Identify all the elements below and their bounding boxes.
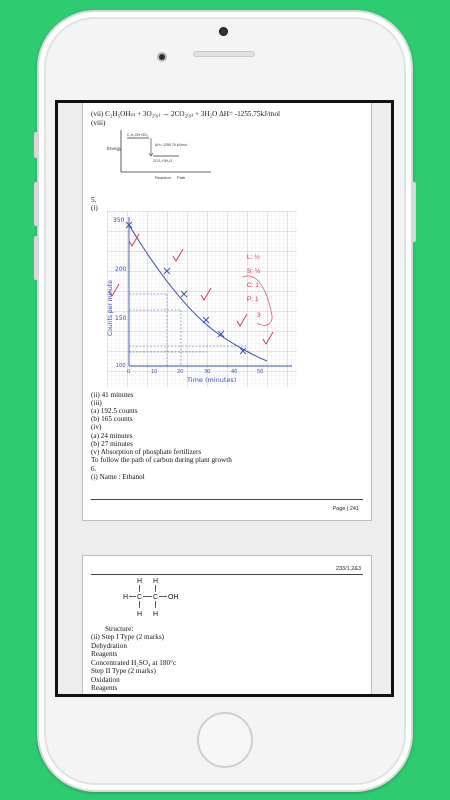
note-l: L: ½	[247, 254, 260, 261]
step-line: Dehydration	[91, 642, 127, 650]
volume-down-button	[34, 236, 38, 280]
svg-text:H: H	[123, 594, 129, 601]
question-5-i: (i)	[91, 204, 98, 212]
answer-line: (ii) 41 minutes	[91, 391, 134, 399]
phone-screen	[55, 100, 394, 697]
page-header: 233/1,2&3	[335, 566, 361, 572]
question-label: (viii)	[91, 119, 106, 127]
document-page-241	[82, 103, 372, 521]
svg-text:C: C	[153, 594, 159, 601]
decay-graph	[107, 211, 297, 387]
answer-line: (iii)	[91, 399, 102, 407]
y-tick-200: 200	[115, 266, 127, 273]
proximity-sensor-icon	[157, 52, 167, 62]
x-tick-30: 30	[204, 369, 211, 375]
front-camera-icon	[219, 27, 228, 36]
x-tick-20: 20	[177, 369, 184, 375]
svg-text:H: H	[153, 578, 159, 585]
note-c: C: 1	[247, 282, 259, 289]
mute-switch	[34, 132, 38, 158]
answer-line: (i) Name : Ethanol	[91, 473, 145, 481]
x-tick-10: 10	[151, 369, 158, 375]
volume-up-button	[34, 182, 38, 226]
power-button	[412, 182, 416, 242]
answer-line: (v) Absorption of phosphate fertilizers	[91, 448, 202, 456]
answer-line: (b) 165 counts	[91, 415, 133, 423]
path-axis-label: Path	[177, 175, 186, 180]
energy-axis-label: Energy	[107, 146, 122, 151]
question-number-5: 5.	[91, 196, 97, 204]
graph-paper	[107, 211, 297, 387]
step-line: Oxidation	[91, 676, 120, 684]
svg-text:H: H	[137, 578, 143, 585]
y-tick-350: 350	[113, 217, 125, 224]
page-number: Page | 241	[332, 506, 359, 512]
note-p: P: 1	[247, 296, 259, 303]
step-line: Reagents	[91, 650, 118, 658]
earpiece-speaker	[193, 51, 255, 57]
answer-line: To follow the path of carbon during plant growth	[91, 456, 232, 464]
document-viewer[interactable]	[58, 103, 391, 694]
ethanol-structure	[123, 574, 203, 622]
home-button[interactable]	[197, 712, 253, 768]
answer-line: (b) 27 minutes	[91, 440, 133, 448]
step-line: (ii) Step I Type (2 marks)	[91, 633, 165, 641]
x-tick-40: 40	[231, 369, 238, 375]
energy-level-diagram	[105, 126, 215, 184]
step-line: Step II Type (2 marks)	[91, 667, 156, 675]
answer-line: (a) 24 minutes	[91, 432, 133, 440]
x-tick-50: 50	[257, 369, 264, 375]
svg-text:H: H	[137, 611, 143, 618]
y-tick-150: 150	[115, 315, 127, 322]
x-tick-0: 0	[127, 369, 131, 375]
answer-line: 6.	[91, 465, 97, 473]
structure-label: Structure:	[105, 625, 134, 633]
equation-line: (vii) C₂H₅OH₍ₗ₎ + 3O₂₍₉₎ → 2CO₂₍₉₎ + 3H₂O ΔH= -1255.75kJ/mol	[91, 110, 281, 118]
note-s: S: ½	[247, 268, 261, 275]
answer-line: (a) 192.5 counts	[91, 407, 138, 415]
note-total: 3	[257, 312, 261, 319]
reaction-axis-label: Reaction	[155, 175, 171, 180]
step-line: Concentrated H₂SO₄ at 180°c	[91, 659, 177, 667]
product-label: 2CO₂+3H₂O	[153, 159, 173, 163]
y-tick-100: 100	[116, 363, 126, 369]
footer-divider	[91, 499, 363, 500]
y-axis-label: Counts per minute	[107, 280, 114, 336]
step-line: Reagents	[91, 684, 118, 692]
reactant-label: C₂H₅OH+3O₂	[127, 133, 149, 137]
x-axis-label: Time (minutes)	[187, 376, 237, 384]
svg-text:C: C	[137, 594, 143, 601]
answer-line: (iv)	[91, 423, 102, 431]
svg-text:H: H	[153, 611, 159, 618]
svg-text:OH: OH	[168, 594, 179, 601]
document-page-242	[82, 555, 372, 694]
delta-h-label: ΔH=-1255.75 kJ/mol	[155, 143, 187, 147]
